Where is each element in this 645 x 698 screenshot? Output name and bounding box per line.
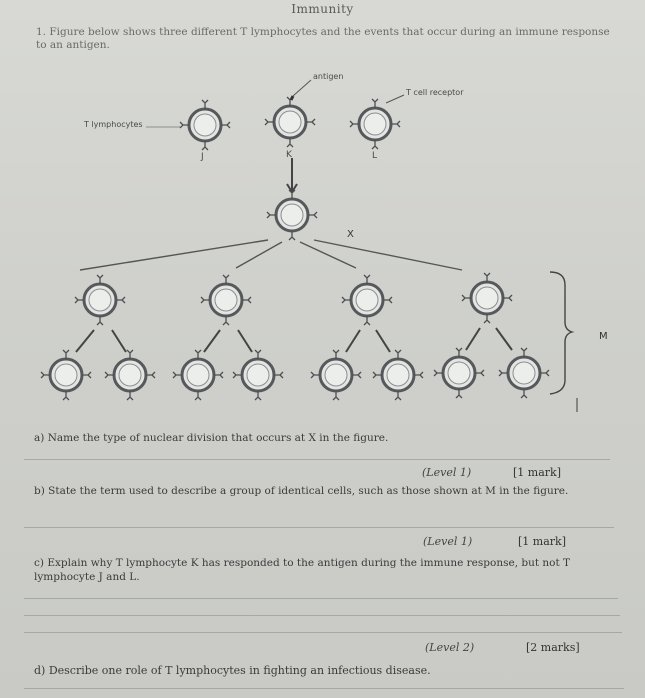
answer-line-b[interactable]: [24, 527, 614, 528]
t-lymphocyte-l: [350, 99, 400, 149]
answer-line-c2[interactable]: [24, 615, 620, 616]
question-a: a) Name the type of nuclear division that occurs at X in the figure.: [34, 432, 389, 444]
letter-x: X: [347, 229, 354, 240]
level-b: (Level 1): [423, 535, 473, 548]
activated-t-lymphocyte: [267, 190, 317, 240]
answer-line-d[interactable]: [24, 688, 624, 689]
question-c: c) Explain why T lymphocyte K has responded to the antigen during the immune response, but not T lymphocyte J and L.: [34, 557, 571, 583]
marks-a: [1 mark]: [513, 466, 561, 479]
level-a: (Level 1): [422, 466, 472, 479]
letter-l: L: [372, 151, 378, 161]
question-d: d) Describe one role of T lymphocytes in fighting an infectious disease.: [34, 664, 431, 677]
question-intro: 1. Figure below shows three different T lymphocytes and the events that occur during an immune response to an antigen.: [36, 26, 610, 51]
answer-line-c3[interactable]: [24, 632, 622, 633]
receptor-pointer: [386, 95, 404, 103]
t-lymphocyte-k: [265, 97, 315, 147]
clone-bracket: [550, 272, 572, 394]
antigen-marker: [291, 96, 293, 100]
level-c: (Level 2): [425, 641, 475, 654]
division-arrows: [80, 240, 462, 270]
t-lymphocyte-j: [180, 100, 230, 150]
page-header: Immunity: [291, 2, 354, 16]
letter-m: M: [599, 331, 608, 342]
answer-line-a[interactable]: [24, 459, 610, 460]
label-t-lymphocytes: T lymphocytes: [84, 120, 143, 129]
answer-line-c1[interactable]: [24, 598, 618, 599]
question-b: b) State the term used to describe a group of identical cells, such as those shown at M in the figure.: [34, 485, 569, 497]
marks-c: [2 marks]: [526, 641, 580, 654]
second-division-arrows: [76, 328, 512, 352]
label-antigen: antigen: [313, 72, 344, 81]
marks-b: [1 mark]: [518, 535, 566, 548]
letter-j: J: [201, 152, 204, 162]
letter-k: K: [286, 150, 292, 160]
label-receptor: T cell receptor: [406, 88, 464, 97]
antigen-pointer: [293, 80, 311, 96]
